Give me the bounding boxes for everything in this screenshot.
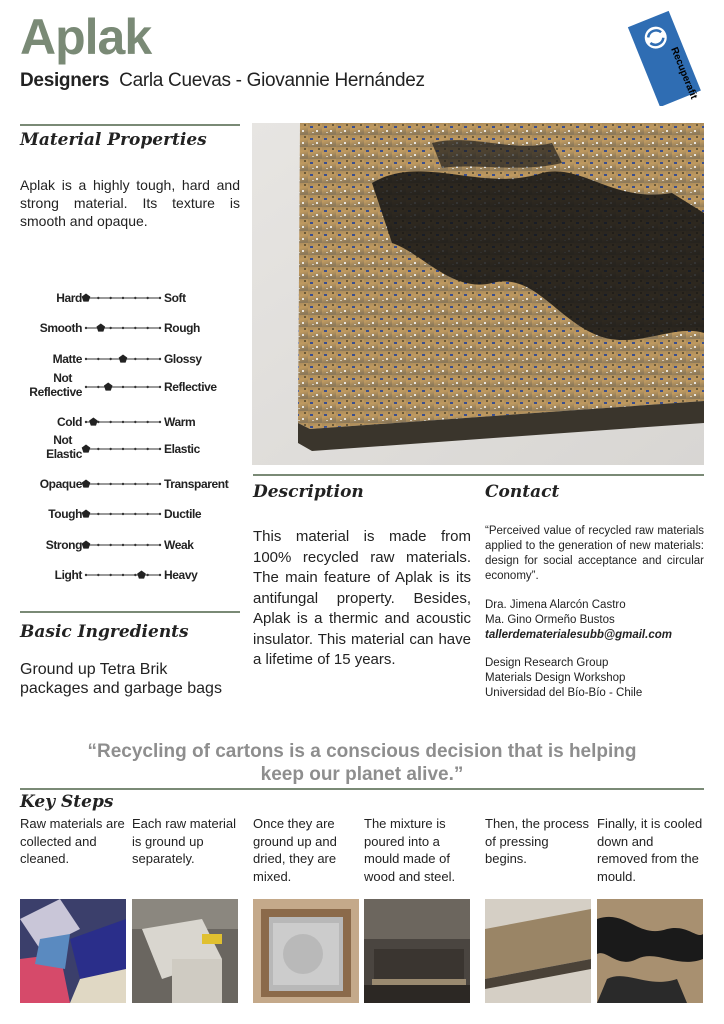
scale-tick	[97, 358, 99, 360]
scale-row	[53, 352, 203, 366]
scale-tick	[146, 386, 148, 388]
scale-tick	[97, 483, 99, 485]
scale-right-label: Reflective	[164, 380, 217, 394]
scale-right-label: Ductile	[164, 507, 202, 521]
org-line-1: Design Research Group	[485, 657, 609, 669]
scale-left-label: Cold	[56, 415, 82, 429]
scale-tick	[97, 297, 99, 299]
scale-tick	[159, 386, 161, 388]
scale-tick	[109, 421, 111, 423]
recuperafit-logo	[624, 10, 704, 106]
scale-row	[29, 371, 217, 399]
scale-left-label: Smooth	[39, 321, 82, 335]
designers-line	[20, 70, 425, 92]
scale-tick	[85, 327, 87, 329]
scale-tick	[146, 448, 148, 450]
pull-quote	[40, 740, 684, 786]
scale-tick	[159, 574, 161, 576]
contact-people	[485, 598, 704, 643]
scale-left-label: Not	[53, 371, 72, 385]
scale-right-label: Glossy	[164, 352, 202, 366]
scale-right-label: Heavy	[164, 568, 198, 582]
scale-right-label: Transparent	[164, 477, 229, 491]
scale-right-label: Rough	[164, 321, 200, 335]
contact-organization	[485, 656, 704, 701]
scale-tick	[134, 483, 136, 485]
step-5-photo	[485, 899, 591, 1003]
scale-marker	[82, 541, 91, 549]
scale-marker	[137, 571, 146, 579]
scale-tick	[109, 483, 111, 485]
scale-tick	[159, 297, 161, 299]
scale-tick	[146, 297, 148, 299]
contact-person-2: Ma. Gino Ormeño Bustos	[485, 614, 615, 626]
scale-tick	[97, 574, 99, 576]
scale-tick	[146, 327, 148, 329]
step-1-text: Raw materials are collected and cleaned.	[20, 816, 125, 866]
scale-marker	[82, 510, 91, 518]
step-3-text: Once they are ground up and dried, they are mixed.	[253, 816, 337, 884]
scale-tick	[122, 574, 124, 576]
scale-tick	[122, 421, 124, 423]
scale-marker	[89, 418, 98, 426]
scale-tick	[85, 574, 87, 576]
scale-tick	[122, 513, 124, 515]
scale-tick	[159, 421, 161, 423]
property-scales	[20, 288, 250, 588]
org-line-3: Universidad del Bío-Bío - Chile	[485, 687, 643, 699]
scale-marker	[82, 445, 91, 453]
scale-tick	[159, 513, 161, 515]
org-line-2: Materials Design Workshop	[485, 672, 626, 684]
scale-tick	[122, 297, 124, 299]
scale-left-label: Reflective	[29, 385, 82, 399]
basic-ingredients-text: Ground up Tetra Brik packages and garbage bags	[20, 661, 222, 697]
divider	[20, 788, 704, 790]
designers-label: Designers	[20, 70, 110, 91]
material-properties-text: Aplak is a highly tough, hard and strong material. Its texture is smooth and opaque.	[20, 177, 240, 229]
scale-tick	[159, 483, 161, 485]
step-2-photo	[132, 899, 238, 1003]
scale-tick	[134, 513, 136, 515]
scale-tick	[159, 358, 161, 360]
scale-tick	[146, 483, 148, 485]
scale-row	[55, 568, 198, 582]
scale-tick	[146, 421, 148, 423]
scale-row	[40, 321, 200, 335]
scale-tick	[146, 513, 148, 515]
scale-left-label: Hard	[56, 291, 82, 305]
scale-tick	[134, 421, 136, 423]
designers-names: Carla Cuevas - Giovannie Hernández	[119, 70, 425, 91]
scale-tick	[122, 544, 124, 546]
scale-tick	[134, 544, 136, 546]
scale-tick	[109, 513, 111, 515]
material-photo	[252, 123, 704, 465]
scale-tick	[134, 448, 136, 450]
scale-tick	[134, 574, 136, 576]
scale-tick	[159, 327, 161, 329]
scale-tick	[97, 513, 99, 515]
scale-tick	[97, 448, 99, 450]
scale-right-label: Soft	[164, 291, 186, 305]
scale-left-label: Strong	[45, 538, 82, 552]
scale-tick	[97, 386, 99, 388]
contact-quote: “Perceived value of recycled raw materials applied to the generation of new materials: design for social acceptance and circular economy”.	[485, 525, 704, 582]
pull-quote-line-1: “Recycling of cartons is a conscious decision that is helping	[87, 741, 637, 762]
scale-tick	[146, 544, 148, 546]
step-6-text: Finally, it is cooled down and removed from the mould.	[597, 816, 703, 884]
scale-tick	[159, 544, 161, 546]
scale-tick	[146, 574, 148, 576]
scale-tick	[134, 358, 136, 360]
scale-tick	[109, 448, 111, 450]
scale-row	[46, 433, 201, 461]
scale-tick	[85, 421, 87, 423]
scale-left-label: Tough	[48, 507, 82, 521]
scale-tick	[146, 358, 148, 360]
scale-tick	[85, 386, 87, 388]
page-title: Aplak	[20, 9, 152, 65]
pull-quote-line-2: keep our planet alive.”	[260, 764, 464, 785]
scale-marker	[97, 324, 106, 332]
scale-marker	[104, 383, 113, 391]
step-3-photo	[253, 899, 359, 1003]
scale-tick	[134, 327, 136, 329]
scale-marker	[82, 294, 91, 302]
scale-row	[46, 538, 195, 552]
scale-tick	[122, 483, 124, 485]
scale-tick	[109, 327, 111, 329]
step-1-photo	[20, 899, 126, 1003]
scale-left-label: Not	[53, 433, 72, 447]
scale-row	[48, 507, 202, 521]
basic-ingredients-heading: Basic Ingredients	[20, 622, 189, 642]
scale-left-label: Light	[54, 568, 82, 582]
step-4-text: The mixture is poured into a mould made of wood and steel.	[364, 816, 456, 884]
scale-row	[40, 477, 229, 491]
key-steps-heading: Key Steps	[20, 792, 114, 812]
scale-right-label: Warm	[164, 415, 196, 429]
scale-tick	[122, 327, 124, 329]
scale-left-label: Matte	[52, 352, 82, 366]
contact-person-1: Dra. Jimena Alarcón Castro	[485, 599, 626, 611]
step-2-text: Each raw material is ground up separately.	[132, 816, 237, 866]
scale-tick	[109, 358, 111, 360]
scale-marker	[119, 355, 128, 363]
scale-row	[56, 291, 186, 305]
scale-tick	[109, 544, 111, 546]
description-heading: Description	[253, 482, 364, 502]
scale-tick	[109, 574, 111, 576]
scale-tick	[97, 544, 99, 546]
scale-tick	[159, 448, 161, 450]
scale-tick	[109, 297, 111, 299]
contact-email[interactable]: tallerdematerialesubb@gmail.com	[485, 629, 672, 641]
scale-row	[57, 415, 195, 429]
scale-left-label: Opaque	[39, 477, 82, 491]
scale-left-label: Elastic	[46, 447, 82, 461]
divider	[253, 474, 704, 476]
logo-text: Recuperafit	[668, 45, 700, 101]
divider	[20, 611, 240, 613]
scale-marker	[82, 480, 91, 488]
scale-right-label: Elastic	[164, 442, 200, 456]
scale-tick	[122, 448, 124, 450]
scale-tick	[134, 386, 136, 388]
step-6-photo	[597, 899, 703, 1003]
contact-heading: Contact	[485, 482, 560, 502]
scale-right-label: Weak	[164, 538, 194, 552]
divider	[20, 124, 240, 126]
scale-tick	[134, 297, 136, 299]
scale-tick	[122, 386, 124, 388]
description-text: This material is made from 100% recycled raw materials. The main feature of Aplak is its antifungal property. Besides, Aplak is a thermic and acoustic insulator. This material can have a lifetime of 15 years.	[253, 528, 471, 668]
scale-tick	[85, 358, 87, 360]
material-properties-heading: Material Properties	[20, 130, 207, 150]
step-4-photo	[364, 899, 470, 1003]
step-5-text: Then, the process of pressing begins.	[485, 816, 590, 866]
